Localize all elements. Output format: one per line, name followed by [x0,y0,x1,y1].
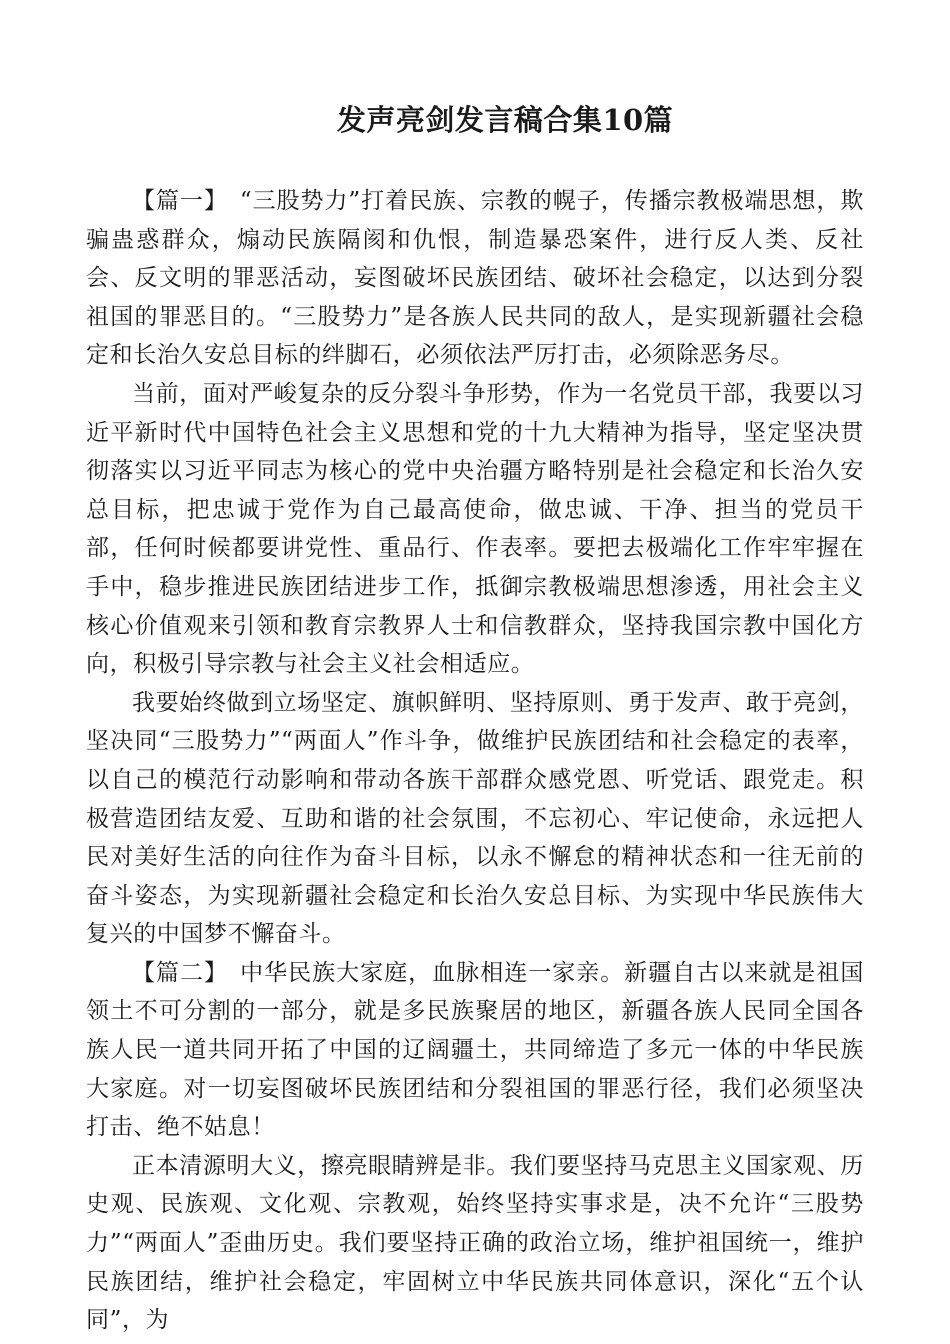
paragraph-2 [86,375,864,684]
paragraph-1 [86,182,864,375]
paragraph-text: 我要始终做到立场坚定、旗帜鲜明、坚持原则、勇于发声、敢于亮剑，坚决同“三股势力”“两面人”作斗争，做维护民族团结和社会稳定的表率，以自己的模范行动影响和带动各族干部群众感党恩、听党话、跟党走。积极营造团结友爱、互助和谐的社会氛围，不忘初心、牢记使命，永远把人民对美好生活的向往作为奋斗目标，以永不懈怠的精神状态和一往无前的奋斗姿态，为实现新疆社会稳定和长治久安总目标、为实现中华民族伟大复兴的中国梦不懈奋斗。 [86,689,864,948]
paragraph-text: 中华民族大家庭，血脉相连一家亲。新疆自古以来就是祖国领土不可分割的一部分，就是多民族聚居的地区，新疆各族人民同全国各族人民一道共同开拓了中国的辽阔疆土，共同缔造了多元一体的中华民族大家庭。对一切妄图破坏民族团结和分裂祖国的罪恶行径，我们必须坚决打击、绝不姑息！ [86,959,864,1141]
paragraph-text: “三股势力”打着民族、宗教的幌子，传播宗教极端思想，欺骗蛊惑群众，煽动民族隔阂和仇恨，制造暴恐案件，进行反人类、反社会、反文明的罪恶活动，妄图破坏民族团结、破坏社会稳定，以达到分裂祖国的罪恶目的。“三股势力”是各族人民共同的敌人，是实现新疆社会稳定和长治久安总目标的绊脚石，必须依法严厉打击，必须除恶务尽。 [86,188,865,369]
section-label-2: 【篇二】 [132,959,229,986]
paragraph-text: 当前，面对严峻复杂的反分裂斗争形势，作为一名党员干部，我要以习近平新时代中国特色社会主义思想和党的十九大精神为指导，坚定坚决贯彻落实以习近平同志为核心的党中央治疆方略特别是社会稳定和长治久安总目标，把忠诚于党作为自己最高使命，做忠诚、干净、担当的党员干部，任何时候都要讲党性、重品行、作表率。要把去极端化工作牢牢握在手中，稳步推进民族团结进步工作，抵御宗教极端思想渗透，用社会主义核心价值观来引领和教育宗教界人士和信教群众，坚持我国宗教中国化方向，积极引导宗教与社会主义社会相适应。 [86,380,864,678]
section-label-1: 【篇一】 [132,188,228,214]
document-title: 发声亮剑发言稿合集10篇 [336,103,674,137]
paragraph-3 [86,684,864,954]
paragraph-5 [86,1147,864,1340]
paragraph-4 [86,954,864,1147]
paragraph-text: 正本清源明大义，擦亮眼睛辨是非。我们要坚持马克思主义国家观、历史观、民族观、文化观、宗教观，始终坚持实事求是，决不允许“三股势力”“两面人”歪曲历史。我们要坚持正确的政治立场，维护祖国统一，维护民族团结，维护社会稳定，牢固树立中华民族共同体意识，深化“五个认同”，为 [86,1152,864,1334]
document-page [86,96,864,1340]
